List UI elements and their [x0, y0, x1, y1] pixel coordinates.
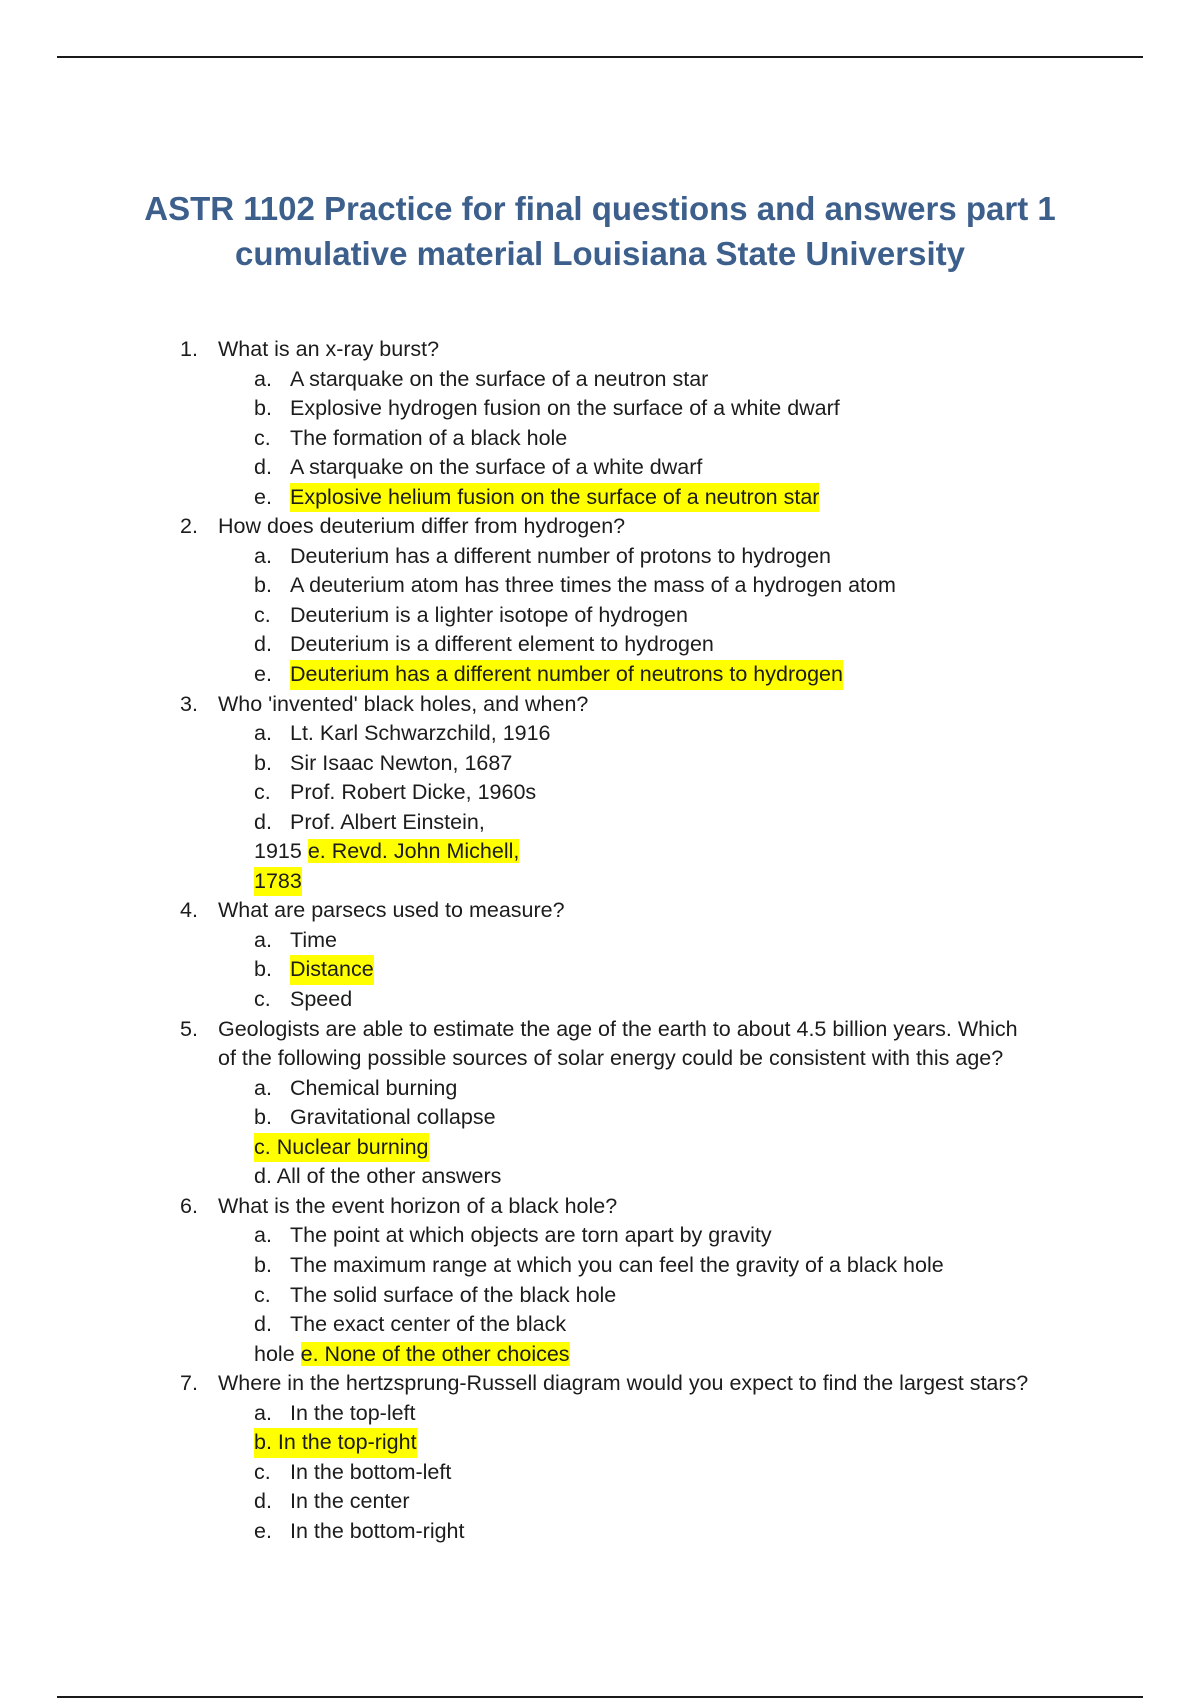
option-text: Prof. Robert Dicke, 1960s — [290, 780, 537, 805]
option-row-answer — [0, 955, 1200, 985]
option-letter: e. — [254, 484, 272, 509]
question-7 — [0, 1369, 1200, 1399]
option-row — [0, 1310, 1200, 1340]
option-letter: c. — [254, 780, 271, 805]
option-letter: a. — [254, 721, 272, 746]
question-5-continued — [0, 1044, 1200, 1074]
wrapped-text-plain: 1915 — [254, 839, 302, 864]
question-number: 7. — [180, 1371, 198, 1396]
option-row — [0, 926, 1200, 956]
option-text: Lt. Karl Schwarzchild, 1916 — [290, 721, 551, 746]
option-text: Nuclear burning — [276, 1134, 429, 1159]
option-letter: d. — [254, 632, 272, 657]
wrapped-text-line — [254, 837, 519, 867]
wrapped-text-line — [254, 1340, 570, 1370]
option-letter: b. — [254, 1105, 272, 1130]
option-row — [0, 1103, 1200, 1133]
highlighted-answer: Distance — [290, 955, 374, 985]
option-row — [0, 1251, 1200, 1281]
highlighted-answer — [254, 1133, 429, 1163]
option-letter: c. — [254, 1282, 271, 1307]
option-text: Gravitational collapse — [290, 1105, 496, 1130]
option-row — [0, 542, 1200, 572]
option-letter: d. — [254, 455, 272, 480]
option-text: The formation of a black hole — [290, 425, 568, 450]
question-2 — [0, 512, 1200, 542]
bottom-rule — [57, 1696, 1143, 1698]
option-letter: a. — [254, 1223, 272, 1248]
highlighted-answer — [254, 1428, 417, 1458]
option-letter: c. — [254, 602, 271, 627]
option-row — [0, 571, 1200, 601]
highlighted-answer: e. None of the other choices — [300, 1341, 570, 1366]
option-text: A starquake on the surface of a neutron star — [290, 366, 709, 391]
option-letter: c. — [254, 987, 271, 1012]
option-text: The maximum range at which you can feel the gravity of a black hole — [290, 1252, 944, 1277]
option-text: All of the other answers — [276, 1164, 502, 1189]
question-text: What is the event horizon of a black hole? — [218, 1193, 618, 1218]
option-letter: b. — [254, 957, 272, 982]
option-text: Deuterium has a different number of protons to hydrogen — [290, 543, 832, 568]
question-number: 4. — [180, 898, 198, 923]
option-letter: c. — [254, 425, 271, 450]
option-text: A starquake on the surface of a white dwarf — [290, 455, 703, 480]
option-letter: d. — [254, 1164, 272, 1189]
option-text: Prof. Albert Einstein, — [290, 809, 485, 834]
option-letter: b. — [254, 1430, 272, 1455]
option-row — [0, 1221, 1200, 1251]
option-row — [0, 1162, 1200, 1192]
wrapped-line — [0, 837, 1200, 867]
question-number: 2. — [180, 514, 198, 539]
question-number: 6. — [180, 1193, 198, 1218]
question-text: Where in the hertzsprung-Russell diagram would you expect to find the largest stars? — [218, 1371, 1029, 1396]
option-inline — [254, 1162, 501, 1192]
option-letter: b. — [254, 750, 272, 775]
option-letter: a. — [254, 543, 272, 568]
option-letter: d. — [254, 1312, 272, 1337]
option-text: In the top-right — [277, 1430, 417, 1455]
option-letter: a. — [254, 927, 272, 952]
option-row — [0, 1487, 1200, 1517]
option-text: The solid surface of the black hole — [290, 1282, 617, 1307]
option-letter: c. — [254, 1459, 271, 1484]
question-text: What are parsecs used to measure? — [218, 898, 565, 923]
question-5 — [0, 1015, 1200, 1045]
option-text: The exact center of the black — [290, 1312, 567, 1337]
option-row-answer — [0, 660, 1200, 690]
option-letter: c. — [254, 1134, 271, 1159]
highlighted-answer: Explosive helium fusion on the surface of a neutron star — [290, 483, 819, 513]
option-row — [0, 1517, 1200, 1547]
wrapped-line — [0, 1340, 1200, 1370]
option-text: The point at which objects are torn apart by gravity — [290, 1223, 772, 1248]
question-text: Geologists are able to estimate the age of the earth to about 4.5 billion years. Which — [218, 1016, 1018, 1041]
option-row-answer — [0, 483, 1200, 513]
option-row-answer — [0, 1133, 1200, 1163]
option-letter: d. — [254, 809, 272, 834]
option-row — [0, 719, 1200, 749]
option-text: A deuterium atom has three times the mass of a hydrogen atom — [290, 573, 896, 598]
question-text: of the following possible sources of solar energy could be consistent with this age? — [218, 1046, 1004, 1071]
option-text: Speed — [290, 987, 353, 1012]
question-list — [0, 335, 1200, 1546]
option-letter: a. — [254, 366, 272, 391]
question-4 — [0, 896, 1200, 926]
title-line-1: ASTR 1102 Practice for final questions and answers part 1 — [144, 190, 1056, 227]
option-row — [0, 1458, 1200, 1488]
option-row — [0, 365, 1200, 395]
option-row — [0, 394, 1200, 424]
option-letter: e. — [254, 1518, 272, 1543]
question-3 — [0, 690, 1200, 720]
question-text: How does deuterium differ from hydrogen? — [218, 514, 626, 539]
option-row — [0, 749, 1200, 779]
option-row — [0, 808, 1200, 838]
option-row — [0, 630, 1200, 660]
option-letter: b. — [254, 573, 272, 598]
page-title — [100, 186, 1100, 276]
option-text: In the bottom-left — [290, 1459, 452, 1484]
option-text: Explosive hydrogen fusion on the surface of a white dwarf — [290, 396, 840, 421]
option-letter: b. — [254, 396, 272, 421]
highlighted-answer: e. Revd. John Michell, — [307, 839, 520, 864]
option-letter: d. — [254, 1489, 272, 1514]
option-letter: a. — [254, 1075, 272, 1100]
highlighted-answer-continued: 1783 — [254, 867, 302, 897]
option-text: Deuterium is a different element to hydrogen — [290, 632, 714, 657]
option-row — [0, 778, 1200, 808]
option-row — [0, 1074, 1200, 1104]
option-text: In the center — [290, 1489, 410, 1514]
question-text: What is an x-ray burst? — [218, 337, 440, 361]
question-number: 5. — [180, 1016, 198, 1041]
option-row — [0, 1399, 1200, 1429]
option-row — [0, 424, 1200, 454]
option-text: Chemical burning — [290, 1075, 458, 1100]
option-letter: e. — [254, 662, 272, 687]
option-row-answer — [0, 1428, 1200, 1458]
wrapped-line — [0, 867, 1200, 897]
title-line-2: cumulative material Louisiana State University — [235, 235, 965, 272]
question-number: 1. — [180, 337, 198, 361]
option-row — [0, 601, 1200, 631]
question-text: Who 'invented' black holes, and when? — [218, 691, 589, 716]
option-text: Time — [290, 927, 337, 952]
highlighted-answer: Deuterium has a different number of neutrons to hydrogen — [290, 660, 843, 690]
option-row — [0, 453, 1200, 483]
option-text: Sir Isaac Newton, 1687 — [290, 750, 513, 775]
question-number: 3. — [180, 691, 198, 716]
option-letter: a. — [254, 1400, 272, 1425]
wrapped-text-plain: hole — [254, 1341, 295, 1366]
option-row — [0, 985, 1200, 1015]
question-1 — [0, 335, 1200, 365]
option-row — [0, 1281, 1200, 1311]
top-rule — [57, 56, 1143, 58]
option-letter: b. — [254, 1252, 272, 1277]
option-text: Deuterium is a lighter isotope of hydrogen — [290, 602, 688, 627]
option-text: In the bottom-right — [290, 1518, 465, 1543]
question-6 — [0, 1192, 1200, 1222]
option-text: In the top-left — [290, 1400, 416, 1425]
